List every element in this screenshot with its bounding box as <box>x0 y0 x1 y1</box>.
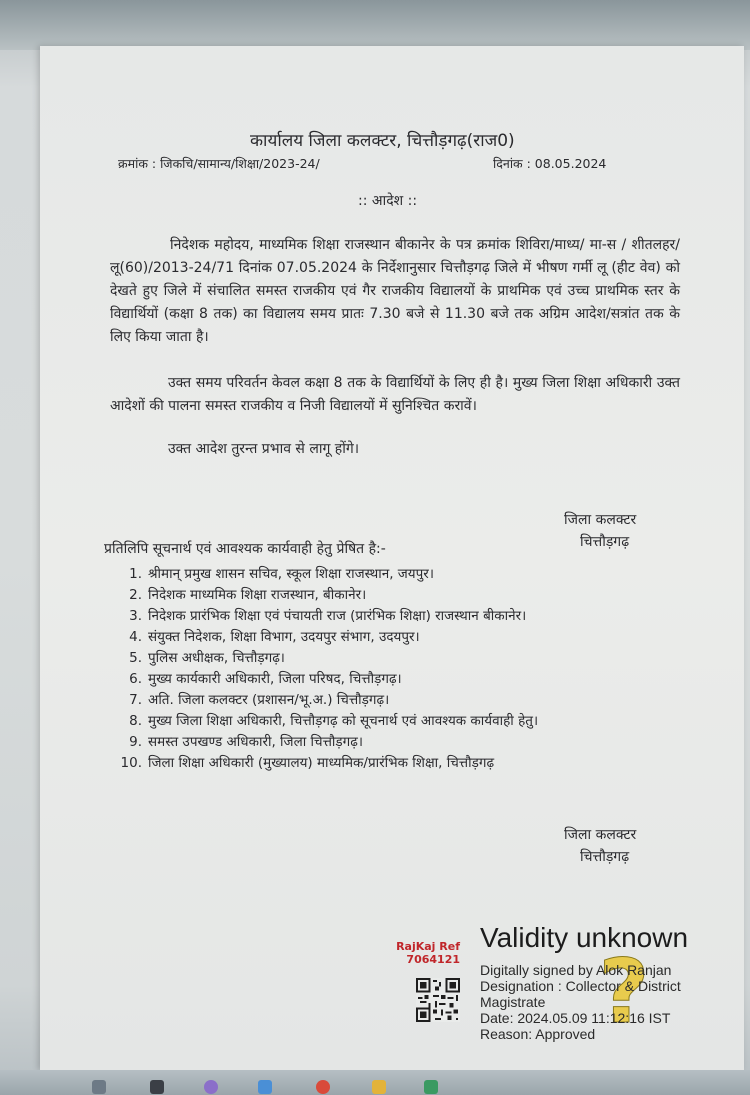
list-item-text: मुख्य जिला शिक्षा अधिकारी, चित्तौड़गढ़ को सूचनार्थ एवं आवश्यक कार्यवाही हेतु। <box>148 713 539 729</box>
order-date: दिनांक : 08.05.2024 <box>493 156 607 171</box>
signature-title-2: जिला कलक्टर <box>564 827 637 843</box>
qr-code-icon <box>416 978 460 1022</box>
list-item-number: 1. <box>129 566 142 582</box>
list-item <box>112 732 538 753</box>
signed-by: Digitally signed by Alok Ranjan <box>480 962 672 978</box>
list-item-text: श्रीमान् प्रमुख शासन सचिव, स्कूल शिक्षा राजस्थान, जयपुर। <box>148 566 434 582</box>
signature-title-1: जिला कलक्टर <box>564 512 637 528</box>
list-item <box>112 753 538 774</box>
copy-to-list <box>112 564 538 774</box>
list-item <box>112 648 538 669</box>
signature-place-2: चित्तौड़गढ़ <box>580 849 630 865</box>
validity-status: Validity unknown <box>480 922 689 953</box>
signature-date: Date: 2024.05.09 11:12:16 IST <box>480 1010 671 1026</box>
body-paragraph-3: उक्त आदेश तुरन्त प्रभाव से लागू होंगे। <box>168 441 360 457</box>
office-title: कार्यालय जिला कलक्टर, चित्तौड़गढ़(राज0) <box>250 131 515 151</box>
list-item-text: निदेशक माध्यमिक शिक्षा राजस्थान, बीकानेर। <box>148 587 367 603</box>
list-item-number: 3. <box>129 608 142 624</box>
reference-number: क्रमांक : जिकचि/सामान्य/शिक्षा/2023-24/ <box>118 156 320 171</box>
copy-to-heading: प्रतिलिपि सूचनार्थ एवं आवश्यक कार्यवाही हेतु प्रेषित है:- <box>104 541 386 557</box>
taskbar-app-icon[interactable] <box>316 1080 330 1094</box>
list-item-number: 7. <box>129 692 142 708</box>
list-item-number: 6. <box>129 671 142 687</box>
rajkaj-reference <box>394 940 460 966</box>
list-item <box>112 585 538 606</box>
list-item-number: 2. <box>129 587 142 603</box>
list-item-text: जिला शिक्षा अधिकारी (मुख्यालय) माध्यमिक/प्रारंभिक शिक्षा, चित्तौड़गढ़ <box>148 755 495 771</box>
rajkaj-label: RajKaj Ref <box>396 940 460 953</box>
taskbar-app-icon[interactable] <box>150 1080 164 1094</box>
designation: Designation : Collector & District <box>480 978 681 994</box>
list-item <box>112 669 538 690</box>
list-item <box>112 690 538 711</box>
designation-continued: Magistrate <box>480 994 546 1010</box>
list-item-text: अति. जिला कलक्टर (प्रशासन/भू.अ.) चित्तौड़गढ़। <box>148 692 390 708</box>
taskbar-app-icon[interactable] <box>92 1080 106 1094</box>
window-top-bar <box>0 0 750 50</box>
taskbar-app-icon[interactable] <box>372 1080 386 1094</box>
list-item <box>112 627 538 648</box>
list-item-text: पुलिस अधीक्षक, चित्तौड़गढ़। <box>148 650 285 666</box>
list-item-number: 5. <box>129 650 142 666</box>
taskbar-app-icon[interactable] <box>258 1080 272 1094</box>
list-item <box>112 564 538 585</box>
list-item-text: निदेशक प्रारंभिक शिक्षा एवं पंचायती राज (प्रारंभिक शिक्षा) राजस्थान बीकानेर। <box>148 608 527 624</box>
digital-signature-block <box>480 962 681 1042</box>
list-item-number: 8. <box>129 713 142 729</box>
svg-text:?: ? <box>598 942 650 1038</box>
signature-reason: Reason: Approved <box>480 1026 596 1042</box>
document-page <box>40 46 744 1070</box>
taskbar-app-icon[interactable] <box>424 1080 438 1094</box>
list-item-number: 10. <box>120 755 142 771</box>
list-item-text: मुख्य कार्यकारी अधिकारी, जिला परिषद, चित्तौड़गढ़। <box>148 671 402 687</box>
body-paragraph-2: उक्त समय परिवर्तन केवल कक्षा 8 तक के विद्यार्थियों के लिए ही है। मुख्य जिला शिक्षा अधिकारी उक्त आदेशों की पालना समस्त राजकीय व निजी विद्यालयों में सुनिश्चित करावें। <box>110 375 680 414</box>
list-item-number: 4. <box>129 629 142 645</box>
signature-place-1: चित्तौड़गढ़ <box>580 534 630 550</box>
list-item <box>112 711 538 732</box>
taskbar-app-icon[interactable] <box>204 1080 218 1094</box>
list-item-text: समस्त उपखण्ड अधिकारी, जिला चित्तौड़गढ़। <box>148 734 363 750</box>
list-item-text: संयुक्त निदेशक, शिक्षा विभाग, उदयपुर संभाग, उदयपुर। <box>148 629 420 645</box>
rajkaj-number: 7064121 <box>406 953 460 966</box>
order-heading: :: आदेश :: <box>358 193 418 209</box>
list-item-number: 9. <box>129 734 142 750</box>
list-item <box>112 606 538 627</box>
body-paragraph-1: निदेशक महोदय, माध्यमिक शिक्षा राजस्थान बीकानेर के पत्र क्रमांक शिविरा/माध्य/ मा-स / शीतलहर/लू(60)/2013-24/71 दिनांक 07.05.2024 के निर्देशानुसार चित्तौड़गढ़ जिले में भीषण गर्मी लू (हीट वेव) को देखते हुए जिले में संचालित समस्त राजकीय एवं गैर राजकीय विद्यालयों के प्राथमिक एवं उच्च प्राथमिक स्तर के विद्यार्थियों (कक्षा 8 तक) का विद्यालय समय प्रातः 7.30 बजे से 11.30 बजे तक अग्रिम आदेश/सत्रांत तक के लिए किया जाता है। <box>110 237 680 345</box>
